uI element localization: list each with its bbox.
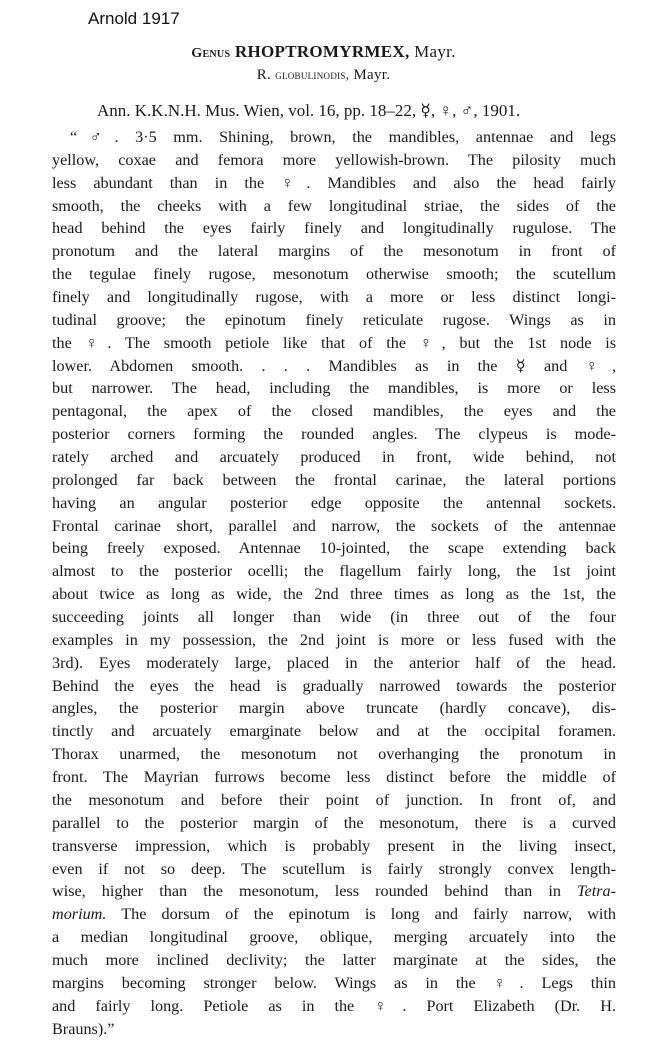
body-line [52,377,616,400]
body-line [52,263,616,286]
body-line [52,126,616,149]
body-line [52,675,616,698]
body-line-text: but narrower. The head, including the mandibles, is more or less [52,379,616,398]
body-line [52,172,616,195]
description-body [52,126,616,1040]
species-heading [0,67,647,84]
body-line-text: less abundant than in the ♀. Mandibles and also the head fairly [52,173,616,192]
body-line-text: tudinal groove; the epinotum finely reticulate rugose. Wings as in [52,310,616,329]
body-line [52,835,616,858]
body-line-text: rately arched and arcuately produced in front, wide behind, not [52,448,616,467]
body-line [52,492,616,515]
italic-genus-fragment: Tetra- [577,882,616,901]
body-line [52,332,616,355]
body-line [52,949,616,972]
source-label: Arnold 1917 [88,9,180,28]
body-line-text: Thorax unarmed, the mesonotum not overhanging the pronotum in [52,745,616,764]
body-line-text: the ♀. The smooth petiole like that of the ♀, but the 1st node is [52,333,616,352]
body-line-text: parallel to the posterior margin of the mesonotum, there is a curved [52,813,616,832]
body-line [52,606,616,629]
body-line [52,858,616,881]
body-line-text: and fairly long. Petiole as in the ♀. Port Elizabeth (Dr. H. [52,996,616,1015]
body-line-text: The dorsum of the epinotum is long and fairly narrow, with [121,905,616,924]
body-line-text: head behind the eyes fairly finely and longitudinally rugulose. The [52,219,616,238]
body-line-text: even if not so deep. The scutellum is fairly strongly convex length- [52,859,616,878]
body-line [52,446,616,469]
body-line [52,560,616,583]
body-line [52,149,616,172]
body-line [52,583,616,606]
body-line [52,652,616,675]
body-line-text: wise, higher than the mesonotum, less rounded behind than in [52,882,578,901]
body-line-text: yellow, coxae and femora more yellowish-brown. The pilosity much [52,150,616,169]
body-line-text: pronotum and the lateral margins of the mesonotum in front of [52,242,616,261]
body-line-text: being freely exposed. Antennae 10-jointed, the scape extending back [52,539,616,558]
genus-author: Mayr. [409,42,456,61]
body-line-text: front. The Mayrian furrows become less distinct before the middle of [52,768,616,787]
body-line-text: posterior corners forming the rounded angles. The clypeus is mode- [52,425,616,444]
body-line [52,537,616,560]
body-line-text: Frontal carinae short, parallel and narrow, the sockets of the antennae [52,516,616,535]
body-line [52,812,616,835]
body-line [52,240,616,263]
genus-heading [0,42,647,62]
body-line [52,286,616,309]
body-line [52,720,616,743]
body-line [52,309,616,332]
species-genus-abbrev: R. [256,67,272,83]
body-line-text: Behind the eyes the head is gradually narrowed towards the posterior [52,676,616,695]
body-line-text: succeeding joints all longer than wide (in three out of the four [52,608,616,627]
body-line [52,355,616,378]
genus-prefix: Genus [191,46,231,61]
species-name: globulinodis, [275,67,350,82]
body-line [52,789,616,812]
body-line-text: “♂. 3·5 mm. Shining, brown, the mandibles, antennae and legs [70,128,616,146]
body-line [52,195,616,218]
body-line-text: finely and longitudinally rugose, with a more or less distinct longi- [52,288,616,307]
body-line [52,469,616,492]
reference-line: Ann. K.K.N.H. Mus. Wien, vol. 16, pp. 18–22, ☿, ♀, ♂, 1901. [97,101,521,120]
body-line [52,903,616,926]
body-line-text: margins becoming stronger below. Wings as in the ♀. Legs thin [52,973,616,992]
species-author: Mayr. [349,67,391,83]
body-line [52,515,616,538]
body-line-text: about twice as long as wide, the 2nd three times as long as the 1st, the [52,585,616,604]
body-line-text: tinctly and arcuately emarginate below and at the occipital foramen. [52,722,616,741]
body-line-text: transverse impression, which is probably present in the living insect, [52,836,616,855]
body-line-text: having an angular posterior edge opposite the antennal sockets. [52,493,616,512]
italic-genus-fragment: morium. [52,905,107,924]
body-line [52,926,616,949]
body-line-text: examples in my possession, the 2nd joint is more or less fused with the [52,630,616,649]
body-line [52,743,616,766]
body-line-text: 3rd). Eyes moderately large, placed in the anterior half of the head. [52,653,616,672]
body-line-text: smooth, the cheeks with a few longitudinal striae, the sides of the [52,196,616,215]
body-line [52,766,616,789]
body-line-text: lower. Abdomen smooth. . . . Mandibles as in the ☿ and ♀, [52,356,616,375]
body-line-text: pentagonal, the apex of the closed mandibles, the eyes and the [52,402,616,421]
body-line [52,629,616,652]
genus-name: RHOPTROMYRMEX, [234,42,410,61]
body-line-text: the tegulae finely rugose, mesonotum otherwise smooth; the scutellum [52,265,616,284]
body-line-text: prolonged far back between the frontal carinae, the lateral portions [52,470,616,489]
body-line-text: almost to the posterior ocelli; the flagellum fairly long, the 1st joint [52,562,616,581]
body-line-text: angles, the posterior margin above truncate (hardly concave), dis- [52,699,616,718]
body-line-text: a median longitudinal groove, oblique, merging arcuately into the [52,928,616,947]
body-line [52,697,616,720]
body-line-text: the mesonotum and before their point of junction. In front of, and [52,790,616,809]
body-line [52,972,616,995]
body-line [52,423,616,446]
body-line [52,217,616,240]
body-line [52,995,616,1018]
body-line-text: Brauns).” [52,1019,115,1038]
body-line [52,400,616,423]
body-line [52,1018,616,1041]
body-line [52,880,616,903]
body-line-text: much more inclined declivity; the latter marginate at the sides, the [52,950,616,969]
